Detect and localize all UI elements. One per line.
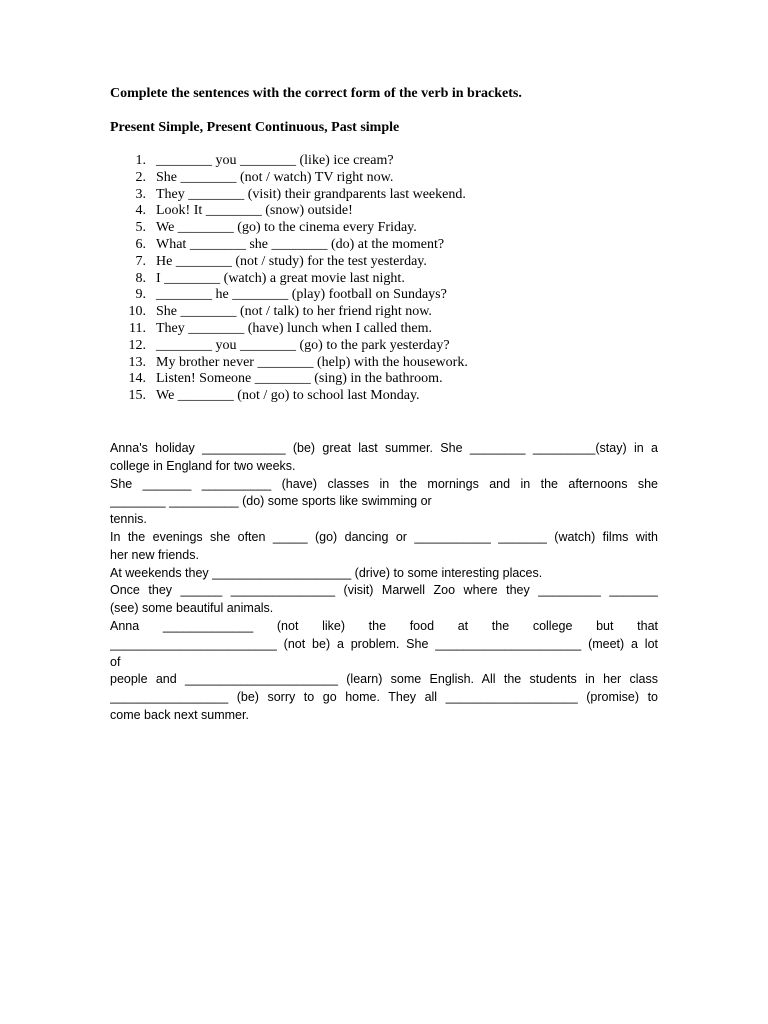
exercise-number: 2. xyxy=(135,169,146,185)
exercise-number: 5. xyxy=(135,220,146,236)
exercise-sentence: They ________ (visit) their grandparents last weekend. xyxy=(156,186,466,202)
exercise-sentence: ________ you ________ (like) ice cream? xyxy=(156,153,394,168)
exercise-sentence: She ________ (not / talk) to her friend right now. xyxy=(156,304,432,320)
paragraph-line: _________________ (be) sorry to go home. They all ___________________ (promise) to xyxy=(110,690,658,705)
exercise-item xyxy=(110,338,670,355)
exercise-item xyxy=(110,203,670,220)
paragraph-line: college in England for two weeks. xyxy=(110,458,296,473)
exercise-number: 3. xyxy=(135,186,146,202)
exercise-sentence: Look! It ________ (snow) outside! xyxy=(156,203,353,219)
exercise-item xyxy=(110,220,670,237)
paragraph-line: ________ __________ (do) some sports like swimming or xyxy=(110,494,432,509)
paragraph-line: ________________________ (not be) a problem. She _____________________ (meet) a lot xyxy=(110,636,658,651)
exercise-sentence: They ________ (have) lunch when I called them. xyxy=(156,320,433,336)
paragraph-line: In the evenings she often _____ (go) dancing or ___________ _______ (watch) films with xyxy=(110,529,658,544)
exercise-number: 15. xyxy=(128,388,146,404)
exercise-number: 1. xyxy=(135,153,146,168)
exercise-item xyxy=(110,170,670,187)
paragraph-line: (see) some beautiful animals. xyxy=(110,601,274,616)
worksheet-title: Complete the sentences with the correct form of the verb in brackets. xyxy=(110,86,522,101)
exercise-sentence: My brother never ________ (help) with the housework. xyxy=(156,354,468,370)
exercise-sentence: ________ he ________ (play) football on Sundays? xyxy=(156,287,447,303)
exercise-item xyxy=(110,304,670,321)
paragraph-line: come back next summer. xyxy=(110,707,249,722)
exercise-sentence: We ________ (go) to the cinema every Friday. xyxy=(156,220,417,236)
exercise-sentence: She ________ (not / watch) TV right now. xyxy=(156,169,394,185)
exercise-item xyxy=(110,371,670,388)
paragraph-line: At weekends they ____________________ (drive) to some interesting places. xyxy=(110,565,543,580)
exercise-item xyxy=(110,287,670,304)
exercise-item xyxy=(110,187,670,204)
exercise-number: 9. xyxy=(135,287,146,303)
exercise-sentence: ________ you ________ (go) to the park yesterday? xyxy=(156,337,450,353)
paragraph-line: tennis. xyxy=(110,512,147,527)
exercise-item xyxy=(110,153,670,170)
paragraph-line: people and ______________________ (learn) some English. All the students in her class xyxy=(110,672,658,687)
exercise-number: 12. xyxy=(128,337,146,353)
worksheet-subtitle: Present Simple, Present Continuous, Past simple xyxy=(110,120,400,135)
exercise-sentence: I ________ (watch) a great movie last night. xyxy=(156,270,405,286)
exercise-item xyxy=(110,254,670,271)
exercise-number: 10. xyxy=(128,304,146,320)
paragraph-line: her new friends. xyxy=(110,547,199,562)
exercise-number: 6. xyxy=(135,236,146,252)
paragraph-line: of xyxy=(110,654,121,669)
exercise-sentence: What ________ she ________ (do) at the moment? xyxy=(156,236,445,252)
exercise-item xyxy=(110,321,670,338)
exercise-list xyxy=(110,153,670,405)
paragraph-line: Anna _____________ (not like) the food at the college but that xyxy=(110,618,658,633)
exercise-item xyxy=(110,388,670,405)
gap-fill-paragraph xyxy=(110,440,658,725)
exercise-item xyxy=(110,271,670,288)
exercise-sentence: We ________ (not / go) to school last Monday. xyxy=(156,388,420,404)
exercise-sentence: He ________ (not / study) for the test yesterday. xyxy=(156,253,427,269)
exercise-number: 11. xyxy=(129,320,146,336)
exercise-item xyxy=(110,355,670,372)
exercise-number: 7. xyxy=(135,253,146,269)
exercise-number: 8. xyxy=(135,270,146,286)
paragraph-line: Anna's holiday ____________ (be) great last summer. She ________ _________(stay) in a xyxy=(110,441,658,455)
exercise-sentence: Listen! Someone ________ (sing) in the bathroom. xyxy=(156,371,443,387)
exercise-number: 4. xyxy=(135,203,146,219)
paragraph-line: She _______ __________ (have) classes in the mornings and in the afternoons she xyxy=(110,476,658,491)
exercise-number: 13. xyxy=(128,354,146,370)
exercise-number: 14. xyxy=(128,371,146,387)
exercise-item xyxy=(110,237,670,254)
paragraph-line: Once they ______ _______________ (visit) Marwell Zoo where they _________ _______ xyxy=(110,583,658,598)
